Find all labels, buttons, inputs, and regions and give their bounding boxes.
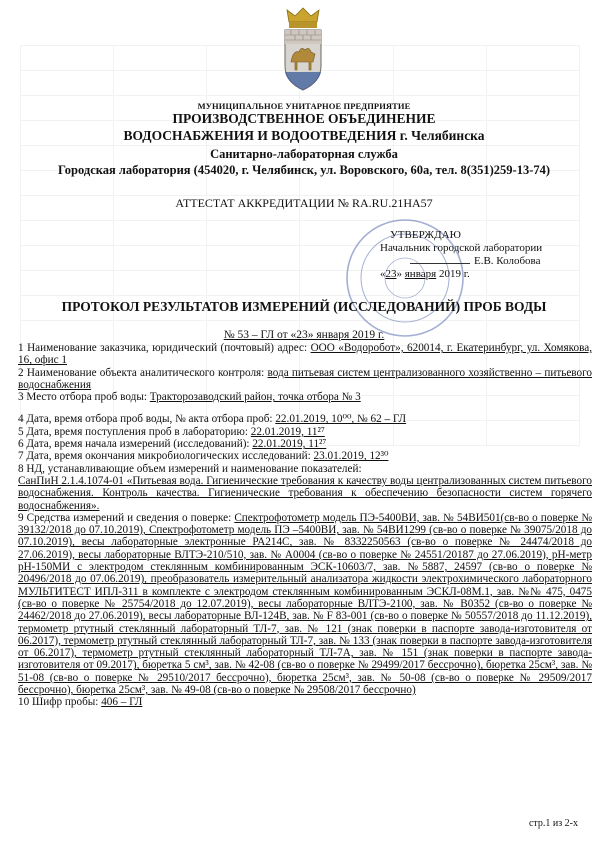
- org-name-line1: ПРОИЗВОДСТВЕННОЕ ОБЪЕДИНЕНИЕ: [172, 111, 436, 126]
- signature-mark: [410, 263, 470, 264]
- approval-signature: [410, 255, 540, 267]
- item-measuring-instruments: 9 Средства измерений и сведения о поверке: Спектрофотометр модель ПЭ-5400ВИ, зав. № 54ВИ501(св-во о поверке № 39132/2018 до 07.10.2019), Спектрофотометр модель ПЭ –5400ВИ, зав. № 54ВИ1299 (св-во о поверке № 39075/2018 до 07.10.2019), весы лабораторные электронные РА214С, зав. № 8332250563 (св-во о поверке № 24474/2018 до 27.06.2019), весы лабораторные ВЛТЭ-210/510, зав. № А0004 (св-во о поверке № 24551/20187 до 27.06.2019), рН-метр рН-150МИ с электродом стеклянным комбинированным ЭСК-10603/7, зав. №5887, 24597 (св-во о поверке № 20496/2018 до 07.06.2019), преобразователь измерительный анализатора жидкости электрохимического лабораторного МУЛЬТИТЕСТ ИПЛ-311 в комплекте с электродом стеклянным комбинированным ЭСКЛ-08М.1, зав. №№ 475, 0475 (св-во о поверке № 25754/2018 до 12.07.2019), весы лабораторные ВЛТЭ-2100, зав. № В0352 (св-во о поверке № 24462/2018 до 27.06.2019), весы лабораторные ВЛ-124В, зав. № F 83-001 (св-во о поверке № 50557/2018 до 11.12.2019), термометр ртутный стеклянный лабораторный ТЛ-7, зав. № 121 (знак поверки в паспорте завода-изготовителя от 06.2017), термометр ртутный стеклянный лабораторный ТЛ-7, зав. № 133 (знак поверки в паспорте завода-изготовителя от 06.2017), термометр ртутный стеклянный лабораторный ТЛ-7А, зав. № 151 (знак поверки в паспорте завода-изготовителя от 09.2017), бюретка 5 см³, зав. № 42-08 (св-во о поверке № 29499/2017 бессрочно), бюретка 25см³, зав. № 51-08 (св-во о поверке № 29510/2017 бессрочно), бюретка 25см³, зав. № 50-08 (св-во о поверке № 29509/2017 бессрочно), бюретка 25см³, зав. № 49-08 (св-во о поверке № 29508/2017 бессрочно): [18, 511, 592, 697]
- approval-day: 23: [385, 268, 397, 280]
- item-receipt-date: 5 Дата, время поступления проб в лабораторию: 22.01.2019, 11²⁷: [18, 425, 325, 438]
- accreditation-certificate: АТТЕСТАТ АККРЕДИТАЦИИ № RA.RU.21НА57: [175, 196, 433, 210]
- item-sample-code: 10 Шифр пробы: 406 – ГЛ: [18, 696, 143, 709]
- item-customer: 1 Наименование заказчика, юридический (почтовый) адрес: ООО «Водоробот», 620014, г. Екатеринбург, ул. Хомякова, 16, офис 1: [18, 342, 593, 367]
- approval-heading: УТВЕРЖДАЮ: [390, 229, 461, 241]
- item-object: 2 Наименование объекта аналитического контроля: вода питьевая систем централизованного хозяйственно – питьевого водоснабжения: [18, 366, 593, 391]
- org-name-line2: ВОДОСНАБЖЕНИЯ И ВОДООТВЕДЕНИЯ г. Челябинска: [123, 128, 485, 143]
- item-sampling-date: 4 Дата, время отбора проб воды, № акта отбора проб: 22.01.2019, 10⁰⁰, № 62 – ГЛ: [18, 413, 407, 426]
- approval-position: Начальник городской лаборатории: [380, 242, 543, 254]
- item-sampling-place: 3 Место отбора проб воды: Тракторозаводский район, точка отбора № 3: [18, 391, 361, 404]
- protocol-number: № 53 – ГЛ от «23» января 2019 г.: [223, 329, 385, 341]
- service-name: Санитарно-лабораторная служба: [210, 147, 398, 161]
- document-title: ПРОТОКОЛ РЕЗУЛЬТАТОВ ИЗМЕРЕНИЙ (ИССЛЕДОВАНИЙ) ПРОБ ВОДЫ: [61, 299, 547, 314]
- item-end-date: 7 Дата, время окончания микробиологических исследований: 23.01.2019, 12³⁰: [18, 450, 389, 463]
- approval-year: 2019 г.: [438, 268, 470, 280]
- org-type: МУНИЦИПАЛЬНОЕ УНИТАРНОЕ ПРЕДПРИЯТИЕ: [197, 101, 411, 111]
- city-emblem-icon: [281, 6, 325, 92]
- approval-date: «23» января 2019 г.: [380, 268, 470, 280]
- approval-month: января: [404, 268, 437, 280]
- approver-name: Е.В. Колобова: [474, 255, 541, 267]
- protocol-body: [18, 342, 592, 709]
- item-start-date: 6 Дата, время начала измерений (исследований): 22.01.2019, 11²⁷: [18, 438, 327, 451]
- laboratory-address: Городская лаборатория (454020, г. Челябинск, ул. Воровского, 60а, тел. 8(351)259-13-74): [57, 163, 551, 177]
- page-number: стр.1 из 2-х: [528, 818, 578, 829]
- item-normative-docs: 8 НД, устанавливающие объем измерений и наименование показателей: СанПиН 2.1.4.1074-01 «Питьевая вода. Гигиенические требования к качеству воды централизованных систем питьевого водоснабжения. Контроль качества. Гигиенические требования к обеспечению безопасности систем горячего водоснабжения».: [18, 462, 592, 512]
